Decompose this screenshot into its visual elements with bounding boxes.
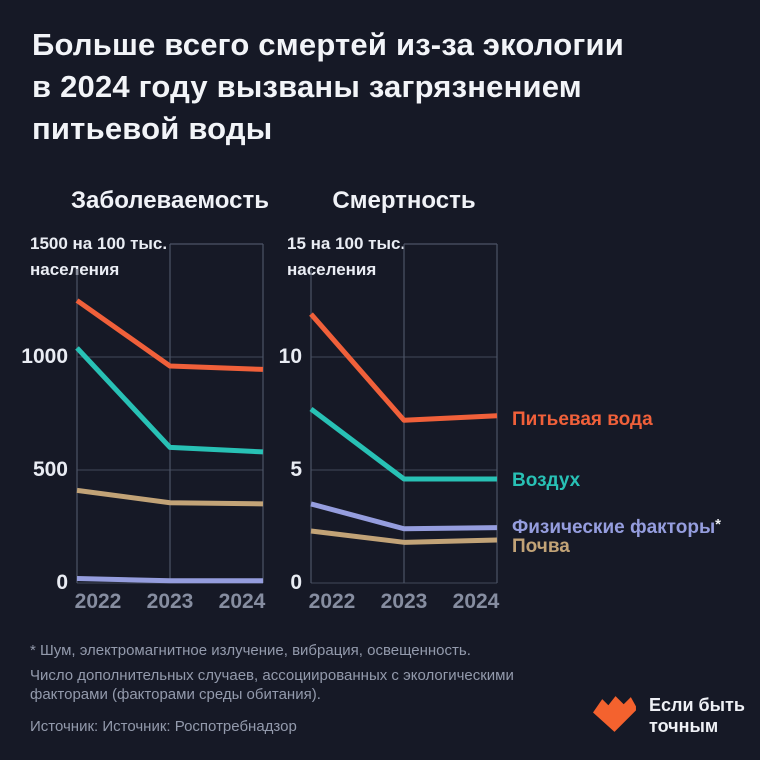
legend-item-Воздух	[512, 470, 580, 492]
heart-zigzag-shape	[593, 696, 636, 732]
footnote-definition-line-1: Число дополнительных случаев, ассоциированных с экологическими	[30, 667, 514, 684]
legend-item-Почва	[512, 536, 570, 558]
series-line-Физические факторы	[311, 504, 497, 529]
ytick-label-0: 0	[290, 571, 302, 594]
ytick-label-10: 10	[278, 345, 302, 368]
legend-label: Питьевая вода	[512, 409, 653, 430]
page-title-line-2: в 2024 году вызваны загрязнением	[32, 69, 582, 104]
series-line-Воздух	[311, 409, 497, 479]
y-axis-unit-label-morbidity	[30, 231, 167, 283]
xtick-label-2024: 2024	[452, 590, 500, 613]
unit-label-line-1: 15 на 100 тыс.	[287, 234, 406, 253]
ytick-label-500: 500	[32, 458, 68, 481]
unit-label-line-2: населения	[30, 260, 120, 279]
unit-label-line-2: населения	[287, 260, 377, 279]
source-note: Источник: Источник: Роспотребнадзор	[30, 718, 297, 735]
chart-title-mortality: Смертность	[332, 187, 476, 214]
xtick-label-2023: 2023	[146, 590, 194, 613]
xtick-label-2022: 2022	[74, 590, 122, 613]
ytick-label-5: 5	[290, 458, 302, 481]
xtick-label-2023: 2023	[380, 590, 428, 613]
series-line-Почва	[311, 531, 497, 542]
ytick-label-0: 0	[56, 571, 68, 594]
footnote-definition-line-2: факторами (факторами среды обитания).	[30, 686, 321, 703]
ytick-label-1000: 1000	[21, 345, 68, 368]
series-legend	[512, 0, 760, 600]
unit-label-line-1: 1500 на 100 тыс.	[30, 234, 168, 253]
legend-item-Питьевая вода	[512, 409, 653, 431]
footnote-asterisk: * Шум, электромагнитное излучение, вибрация, освещенность.	[30, 642, 471, 659]
series-line-Питьевая вода	[311, 314, 497, 420]
brand-heart-logo-icon	[592, 694, 638, 734]
brand-name-line-2: точным	[649, 716, 719, 736]
xtick-label-2024: 2024	[218, 590, 266, 613]
page-title-line-3: питьевой воды	[32, 111, 273, 146]
y-axis-unit-label-mortality	[287, 231, 405, 283]
footnote-definition	[30, 666, 514, 704]
brand-name	[649, 695, 745, 737]
brand-name-line-1: Если быть	[649, 695, 745, 715]
series-line-Почва	[77, 490, 263, 504]
chart-title-morbidity: Заболеваемость	[71, 187, 269, 214]
legend-label: Почва	[512, 536, 570, 557]
legend-label: Воздух	[512, 470, 581, 491]
page-title-line-1: Больше всего смертей из-за экологии	[32, 27, 625, 62]
legend-footnote-mark: *	[715, 516, 722, 533]
legend-label: Физические факторы	[512, 517, 716, 538]
xtick-label-2022: 2022	[308, 590, 356, 613]
